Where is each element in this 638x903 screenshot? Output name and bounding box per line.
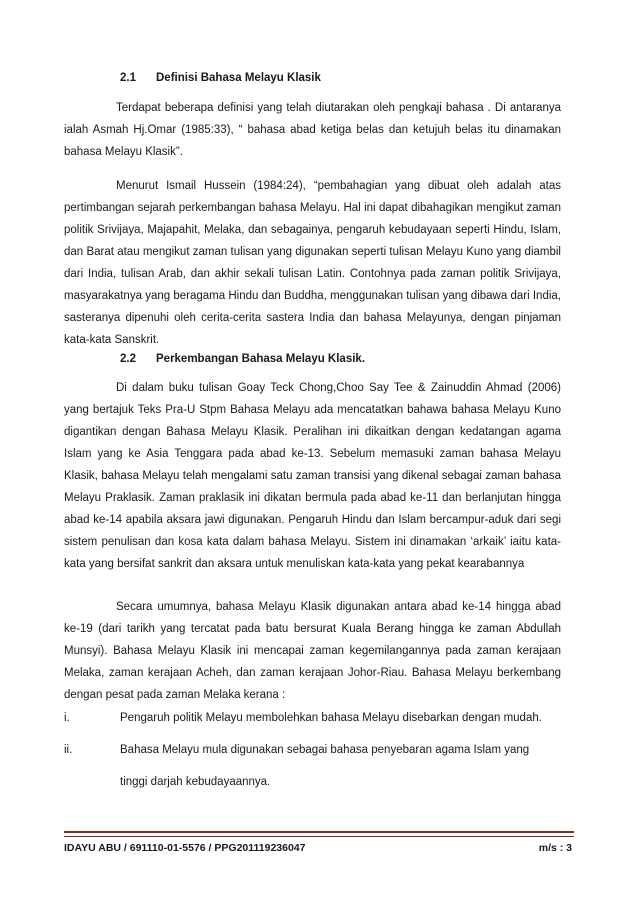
section-title: Definisi Bahasa Melayu Klasik <box>156 72 321 84</box>
paragraph-4: Secara umumnya, bahasa Melayu Klasik digunakan antara abad ke-14 hingga abad ke-19 (dari tarikh yang tercatat pada batu bersurat Kuala Berang hingga ke zaman Abdullah Munsyi). Bahasa Melayu Klasik ini mencapai zaman kegemilangannya pada zaman kerajaan Melaka, zaman kerajaan Acheh, dan zaman kerajaan Johor-Riau. Bahasa Melayu berkembang dengan pesat pada zaman Melaka kerana : <box>64 601 561 701</box>
footer-rule-thin <box>64 836 574 837</box>
footer-rule-thick <box>64 831 574 833</box>
list-text: Pengaruh politik Melayu membolehkan bahasa Melayu disebarkan dengan mudah. <box>120 712 542 724</box>
list-text-continuation: tinggi darjah kebudayaannya. <box>120 776 271 788</box>
list-text: Bahasa Melayu mula digunakan sebagai bahasa penyebaran agama Islam yang <box>120 744 530 756</box>
section-number: 2.2 <box>120 353 136 365</box>
paragraph-3: Di dalam buku tulisan Goay Teck Chong,Choo Say Tee & Zainuddin Ahmad (2006) yang bertajuk Teks Pra-U Stpm Bahasa Melayu ada mencatatkan bahawa bahasa Melayu Kuno digantikan dengan Bahasa Melayu Klasik. Peralihan ini dikaitkan dengan kedatangan agama Islam yang ke Asia Tenggara pada abad ke-13. Sebelum memasuki zaman bahasa Melayu Klasik, bahasa Melayu telah mengalami satu zaman transisi yang dikenal sebagai zaman bahasa Melayu Praklasik. Zaman praklasik ini dikatan bermula pada abad ke-11 dan berlanjutan hingga abad ke-14 apabila aksara jawi digunakan. Pengaruh Hindu dan Islam bercampur-aduk dari segi sistem penulisan dan kosa kata dalam bahasa Melayu. Sistem ini dinamakan ‘arkaik’ iaitu kata-kata yang bersifat sankrit dan aksara untuk menuliskan kata-kata yang pekat kearabannya <box>64 382 561 570</box>
page-number: m/s : 3 <box>538 842 572 854</box>
footer-author-id: IDAYU ABU / 691110-01-5576 / PPG201119236047 <box>64 842 306 854</box>
section-title: Perkembangan Bahasa Melayu Klasik. <box>156 353 366 365</box>
list-marker: i. <box>64 712 70 724</box>
paragraph-2: Menurut Ismail Hussein (1984:24), “pembahagian yang dibuat oleh adalah atas pertimbangan sejarah perkembangan bahasa Melayu. Hal ini dapat dibahagikan mengikut zaman politik Srivijaya, Majapahit, Melaka, dan sebagainya, pengaruh kebudayaan seperti Hindu, Islam, dan Barat atau mengikut zaman tulisan yang digunakan seperti tulisan Melayu Kuno yang diambil dari India, tulisan Arab, dan akhir sekali tulisan Latin. Contohnya pada zaman politik Srivijaya, masyarakatnya yang beragama Hindu dan Buddha, menggunakan tulisan yang dibawa dari India, sasteranya dipenuhi oleh cerita-cerita sastera India dan bahasa Melayunya, dengan pinjaman kata-kata Sanskrit. <box>64 180 561 346</box>
section-number: 2.1 <box>120 72 136 84</box>
list-marker: ii. <box>64 744 73 756</box>
paragraph-1: Terdapat beberapa definisi yang telah diutarakan oleh pengkaji bahasa . Di antaranya ialah Asmah Hj.Omar (1985:33), “ bahasa abad ketiga belas dan ketujuh belas itu dinamakan bahasa Melayu Klasik”. <box>64 102 561 158</box>
